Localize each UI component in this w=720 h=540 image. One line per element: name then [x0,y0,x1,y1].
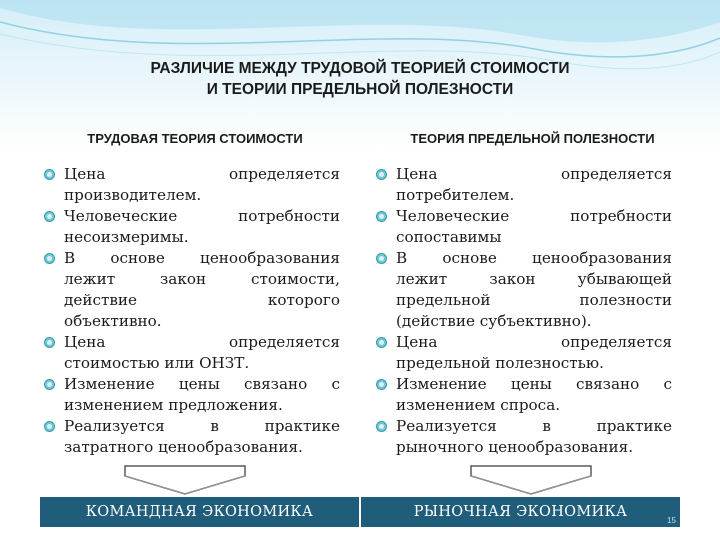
down-arrow-icon [466,464,596,496]
bullet-icon [376,211,387,222]
list-item-text: Изменение цены связано с [64,375,340,393]
down-arrow-icon [120,464,250,496]
list-item [376,332,672,374]
list-item-text: предельной полезности [396,291,672,309]
list-item-text: Человеческие потребности [64,207,340,225]
list-item-text: Человеческие потребности [396,207,672,225]
list-item-text: потребителем. [396,186,515,204]
slide-title [0,58,720,100]
bullet-icon [44,211,55,222]
economy-type-bar [40,497,680,527]
list-item-text: Изменение цены связано с [396,375,672,393]
list-item-text: лежит закон стоимости, [64,270,340,288]
list-item-text: Цена определяется [64,333,340,351]
list-item-text: Цена определяется [64,165,340,183]
market-economy-label: РЫНОЧНАЯ ЭКОНОМИКА [413,504,628,520]
bullet-icon [376,253,387,264]
list-item-text: Реализуется в практике [64,417,340,435]
list-item [44,332,340,374]
bullet-icon [44,379,55,390]
marginal-utility-list [376,164,672,458]
list-item [376,206,672,248]
list-item-text: изменением спроса. [396,396,561,414]
list-item-text: объективно. [64,312,162,330]
list-item-text: В основе ценообразования [396,249,672,267]
bullet-icon [376,337,387,348]
list-item-text: производителем. [64,186,202,204]
list-item [376,374,672,416]
list-item [44,164,340,206]
bullet-icon [44,337,55,348]
list-item [376,164,672,206]
list-item [44,374,340,416]
list-item-text: предельной полезностью. [396,354,604,372]
list-item-text: действие которого [64,291,340,309]
list-item [376,416,672,458]
list-item [44,248,340,332]
bullet-icon [44,253,55,264]
list-item-text: (действие субъективно). [396,312,592,330]
page-number: 15 [667,516,676,525]
list-item-text: лежит закон убывающей [396,270,672,288]
right-column-heading: ТЕОРИЯ ПРЕДЕЛЬНОЙ ПОЛЕЗНОСТИ [410,131,655,146]
list-item-text: изменением предложения. [64,396,283,414]
command-economy-label: КОМАНДНАЯ ЭКОНОМИКА [40,497,361,527]
bullet-icon [376,169,387,180]
bullet-icon [376,379,387,390]
list-item [44,206,340,248]
list-item-text: Реализуется в практике [396,417,672,435]
labor-theory-list [44,164,340,458]
list-item-text: затратного ценообразования. [64,438,303,456]
bullet-icon [44,169,55,180]
left-column-heading: ТРУДОВАЯ ТЕОРИЯ СТОИМОСТИ [87,131,303,146]
list-item [376,248,672,332]
title-line-1: РАЗЛИЧИЕ МЕЖДУ ТРУДОВОЙ ТЕОРИЕЙ СТОИМОСТИ [150,60,570,77]
list-item [44,416,340,458]
bullet-icon [376,421,387,432]
list-item-text: В основе ценообразования [64,249,340,267]
list-item-text: Цена определяется [396,165,672,183]
list-item-text: рыночного ценообразования. [396,438,634,456]
title-line-2: И ТЕОРИИ ПРЕДЕЛЬНОЙ ПОЛЕЗНОСТИ [206,81,514,98]
list-item-text: Цена определяется [396,333,672,351]
list-item-text: стоимостью или ОНЗТ. [64,354,250,372]
list-item-text: несоизмеримы. [64,228,189,246]
list-item-text: сопоставимы [396,228,502,246]
bullet-icon [44,421,55,432]
